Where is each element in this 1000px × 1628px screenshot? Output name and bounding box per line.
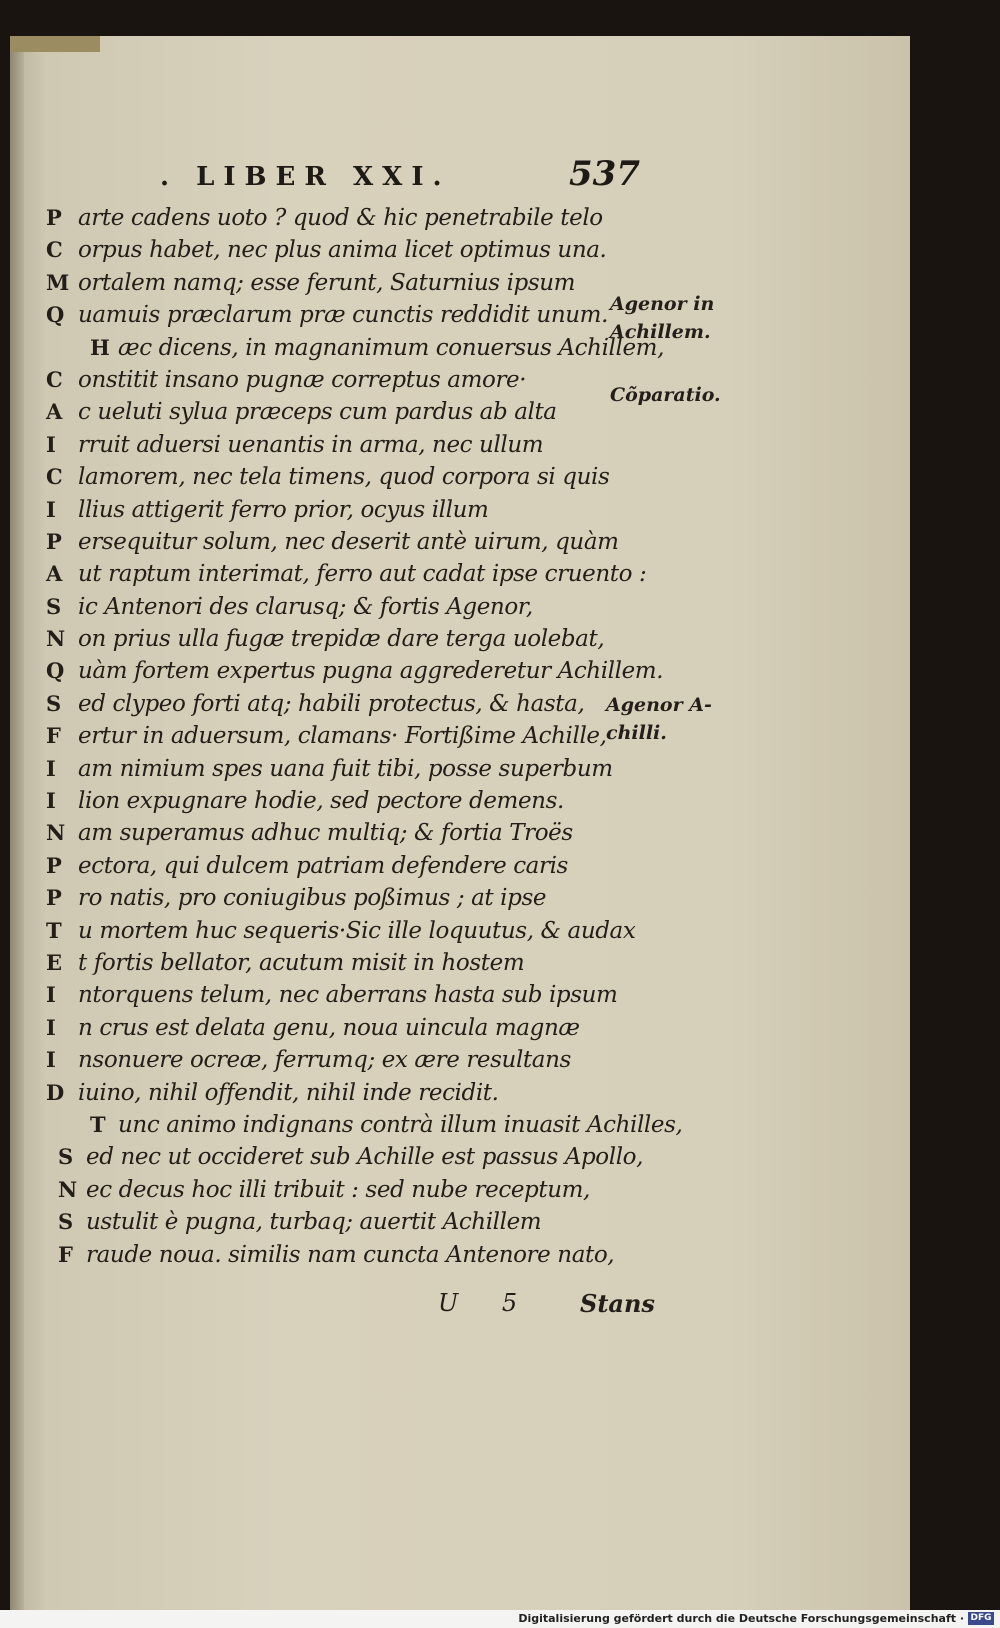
signature-mark: U 5 xyxy=(438,1289,536,1317)
verse-initial: Q xyxy=(46,658,65,684)
verse-initial: N xyxy=(46,626,66,652)
verse-line xyxy=(10,267,650,299)
verse-text: on prius ulla fugæ trepidæ dare terga uolebat, xyxy=(78,626,605,653)
verse-line xyxy=(10,332,664,364)
verse-text: ersequitur solum, nec deserit antè uirum, quàm xyxy=(78,528,619,555)
verse-line xyxy=(10,1141,650,1173)
verse-initial: I xyxy=(46,1047,56,1073)
verse-line xyxy=(10,234,650,266)
verse-text: ut raptum interimat, ferro aut cadat ipse cruento : xyxy=(78,561,647,588)
credit-bar xyxy=(0,1610,1000,1628)
verse-initial: M xyxy=(46,269,70,295)
verse-line xyxy=(10,558,650,590)
verse-line xyxy=(10,1109,683,1141)
verse-initial: I xyxy=(46,496,56,522)
marginal-note-line: Agenor A- xyxy=(606,694,712,716)
verse-line xyxy=(10,623,650,655)
verse-text: ntorquens telum, nec aberrans hasta sub ipsum xyxy=(78,982,618,1009)
verse-initial: E xyxy=(46,949,63,975)
verse-text: arte cadens uoto ? quod & hic penetrabile telo xyxy=(78,205,603,231)
verse-initial: P xyxy=(46,885,62,911)
verse-text: ertur in aduersum, clamans· Fortißime Achille, xyxy=(78,723,607,750)
verse-line xyxy=(10,785,650,817)
book-page xyxy=(10,36,910,1610)
verse-line xyxy=(10,1239,650,1271)
verse-text: orpus habet, nec plus anima licet optimus una. xyxy=(78,237,607,264)
verse-text: am nimium spes uana fuit tibi, posse superbum xyxy=(78,755,613,782)
verse-line xyxy=(10,720,650,752)
verse-initial: I xyxy=(46,755,56,781)
verse-initial: F xyxy=(58,1241,73,1267)
marginal-note-agenor-in-achillem xyxy=(610,290,730,346)
verse-initial: C xyxy=(46,366,63,392)
verse-text: ro natis, pro coniugibus poßimus ; at ipse xyxy=(78,885,547,912)
page-number: 537 xyxy=(569,154,640,194)
verse-initial: N xyxy=(58,1176,78,1202)
verse-initial: I xyxy=(46,788,56,814)
verse-line xyxy=(10,882,650,914)
verse-text: onstitit insano pugnæ correptus amore· xyxy=(78,366,527,393)
verse-initial: A xyxy=(46,399,63,425)
verse-line xyxy=(10,202,650,234)
verse-line xyxy=(10,979,650,1011)
verse-initial: N xyxy=(46,820,66,846)
verse-initial: P xyxy=(46,205,62,230)
verse-initial: T xyxy=(90,1111,106,1137)
verse-line xyxy=(10,591,650,623)
verse-initial: T xyxy=(46,917,62,943)
verse-text: c ueluti sylua præceps cum pardus ab alta xyxy=(78,399,557,426)
marginal-note-line: Achillem. xyxy=(610,321,711,343)
marginal-note-agenor-achilli xyxy=(606,691,726,747)
verse-text: uàm fortem expertus pugna aggrederetur Achillem. xyxy=(78,658,664,685)
verse-initial: C xyxy=(46,464,63,490)
verse-text: lamorem, nec tela timens, quod corpora si quis xyxy=(78,464,610,491)
verse-initial: A xyxy=(46,561,63,587)
verse-initial: H xyxy=(90,334,110,360)
verse-line xyxy=(10,1174,650,1206)
verse-initial: S xyxy=(58,1209,74,1235)
verse-text: iuino, nihil offendit, nihil inde recidit. xyxy=(78,1079,499,1106)
marginal-note-line: chilli. xyxy=(606,722,667,744)
verse-initial: P xyxy=(46,852,62,878)
verse-text: ectora, qui dulcem patriam defendere caris xyxy=(78,852,568,879)
verse-initial: C xyxy=(46,237,63,263)
verse-line xyxy=(10,655,664,687)
page-header xyxy=(160,154,640,194)
verse-line xyxy=(10,494,650,526)
verse-line xyxy=(10,1012,650,1044)
verse-text: t fortis bellator, acutum misit in hostem xyxy=(78,949,525,976)
verse-initial: I xyxy=(46,982,56,1008)
verse-line xyxy=(10,817,650,849)
verse-initial: S xyxy=(46,593,62,619)
verse-text: rruit aduersi uenantis in arma, nec ullum xyxy=(78,431,544,458)
verse-line xyxy=(10,915,650,947)
verse-text: ic Antenori des clarusq; & fortis Agenor, xyxy=(78,593,533,620)
verse-text: u mortem huc sequeris·Sic ille loquutus, & audax xyxy=(78,917,636,944)
verse-text: raude noua. similis nam cuncta Antenore nato, xyxy=(86,1241,615,1268)
verse-text: unc animo indignans contrà illum inuasit Achilles, xyxy=(118,1111,683,1138)
marginal-note-line: Agenor in xyxy=(610,293,715,315)
verse-line xyxy=(10,526,650,558)
verse-text: ustulit è pugna, turbaq; auertit Achillem xyxy=(86,1209,542,1236)
verse-text: lion expugnare hodie, sed pectore demens. xyxy=(78,788,564,815)
verse-text: ortalem namq; esse ferunt, Saturnius ipsum xyxy=(78,269,576,296)
page-footer xyxy=(10,1289,655,1329)
marginal-note-line: Cõparatio. xyxy=(610,384,721,406)
verse-line xyxy=(10,1077,650,1109)
verse-line xyxy=(10,1206,650,1238)
digitization-credit: Digitalisierung gefördert durch die Deutsche Forschungsgemeinschaft · xyxy=(518,1612,964,1625)
verse-line xyxy=(10,299,650,331)
verse-line xyxy=(10,947,650,979)
verse-initial: S xyxy=(58,1144,74,1170)
verse-text: llius attigerit ferro prior, ocyus illum xyxy=(78,496,489,523)
verse-text: ed nec ut occideret sub Achille est passus Apollo, xyxy=(86,1144,644,1171)
verse-text: ed clypeo forti atq; habili protectus, & hasta, xyxy=(78,690,585,717)
verse-line xyxy=(10,1044,650,1076)
verse-initial: Q xyxy=(46,302,65,328)
running-title: . LIBER XXI. xyxy=(160,162,451,192)
verse-line xyxy=(10,364,650,396)
verse-initial: F xyxy=(46,723,61,749)
verse-initial: I xyxy=(46,431,56,457)
verse-text: n crus est delata genu, noua uincula magnæ xyxy=(78,1014,580,1041)
verse-initial: S xyxy=(46,690,62,716)
verse-initial: P xyxy=(46,528,62,554)
page-corner-tab xyxy=(10,36,100,52)
verse-text: æc dicens, in magnanimum conuersus Achillem, xyxy=(118,334,664,361)
verse-text: nsonuere ocreæ, ferrumq; ex ære resultans xyxy=(78,1047,571,1074)
verse-line xyxy=(10,429,650,461)
dfg-logo-icon: DFG xyxy=(968,1612,994,1625)
verse-initial: I xyxy=(46,1014,56,1040)
verse-line xyxy=(10,753,650,785)
verse-text: am superamus adhuc multiq; & fortia Troës xyxy=(78,820,573,847)
verse-line xyxy=(10,688,650,720)
marginal-note-comparatio xyxy=(610,381,730,409)
verse-line xyxy=(10,396,650,428)
verse-initial: D xyxy=(46,1079,65,1105)
verse-line xyxy=(10,461,650,493)
verse-line xyxy=(10,850,650,882)
catchword: Stans xyxy=(580,1289,655,1318)
verse-text: ec decus hoc illi tribuit : sed nube receptum, xyxy=(86,1176,590,1203)
verse-text: uamuis præclarum præ cunctis reddidit unum. xyxy=(78,302,608,329)
